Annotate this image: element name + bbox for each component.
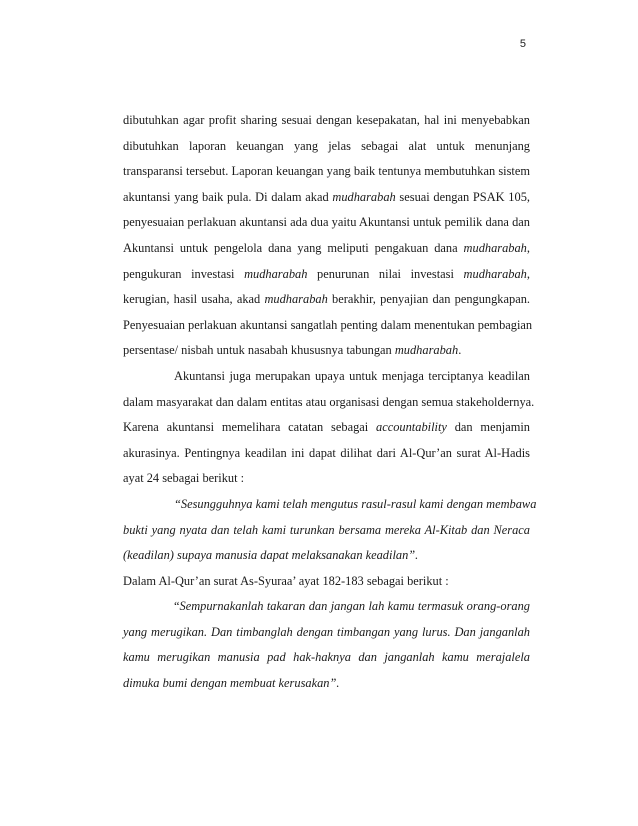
body-text — [123, 108, 537, 697]
text-line: Penyesuaian perlakuan akuntansi sangatlah penting dalam menentukan pembagian — [123, 317, 533, 332]
italic-term: mudharabah — [463, 266, 527, 281]
italic-term: accountability — [376, 420, 447, 435]
text-line: Akuntansi juga merupakan upaya untuk menjaga terciptanya keadilan — [174, 368, 530, 383]
text-line: penyesuaian perlakuan akuntansi ada dua yaitu Akuntansi untuk pemilik dana dan — [123, 215, 530, 230]
quote-line: “Sempurnakanlah takaran dan jangan lah kamu termasuk orang-orang — [174, 599, 530, 614]
text-line: Karena akuntansi memelihara catatan sebagai accountability dan menjamin — [123, 420, 530, 435]
text-line: persentase/ nisbah untuk nasabah khususnya tabungan mudharabah. — [123, 343, 462, 358]
text-line: Akuntansi untuk pengelola dana yang meliputi pengakuan dana mudharabah, — [123, 240, 530, 255]
italic-term: mudharabah — [244, 266, 308, 281]
quote-text: Sempurnakanlah takaran dan jangan lah kamu termasuk orang-orang — [179, 599, 530, 614]
quote-line: dimuka bumi dengan membuat kerusakan”. — [123, 676, 340, 691]
quote-line: kamu merugikan manusia pad hak-haknya dan janganlah kamu merajalela — [123, 650, 530, 665]
text-line: akurasinya. Pentingnya keadilan ini dapat dilihat dari Al-Qur’an surat Al-Hadis — [123, 445, 530, 460]
italic-term: mudharabah — [332, 189, 396, 204]
text-line: dibutuhkan laporan keuangan yang jelas sebagai alat untuk menunjang — [123, 138, 530, 153]
quote-line: bukti yang nyata dan telah kami turunkan bersama mereka Al-Kitab dan Neraca — [123, 522, 530, 537]
text-line: dalam masyarakat dan dalam entitas atau organisasi dengan semua stakeholdernya. — [123, 394, 535, 409]
text-line: ayat 24 sebagai berikut : — [123, 471, 245, 486]
quote-line: (keadilan) supaya manusia dapat melaksanakan keadilan”. — [123, 548, 419, 563]
text-line: akuntansi yang baik pula. Di dalam akad mudharabah sesuai dengan PSAK 105, — [123, 189, 530, 204]
italic-term: mudharabah — [463, 240, 527, 255]
text-line: Dalam Al-Qur’an surat As-Syuraa’ ayat 182-183 sebagai berikut : — [123, 573, 449, 588]
quote-line: “Sesungguhnya kami telah mengutus rasul-rasul kami dengan membawa — [174, 496, 537, 511]
italic-term: mudharabah — [264, 292, 328, 307]
italic-term: mudharabah — [394, 343, 459, 358]
text-line: kerugian, hasil usaha, akad mudharabah berakhir, penyajian dan pengungkapan. — [123, 292, 530, 307]
quote-line: yang merugikan. Dan timbanglah dengan timbangan yang lurus. Dan janganlah — [123, 624, 530, 639]
text-line: pengukuran investasi mudharabah penurunan nilai investasi mudharabah, — [123, 266, 530, 281]
page-number: 5 — [519, 38, 526, 50]
text-line: dibutuhkan agar profit sharing sesuai dengan kesepakatan, hal ini menyebabkan — [123, 113, 530, 127]
text-line: transparansi tersebut. Laporan keuangan yang baik tentunya membutuhkan sistem — [123, 164, 530, 179]
